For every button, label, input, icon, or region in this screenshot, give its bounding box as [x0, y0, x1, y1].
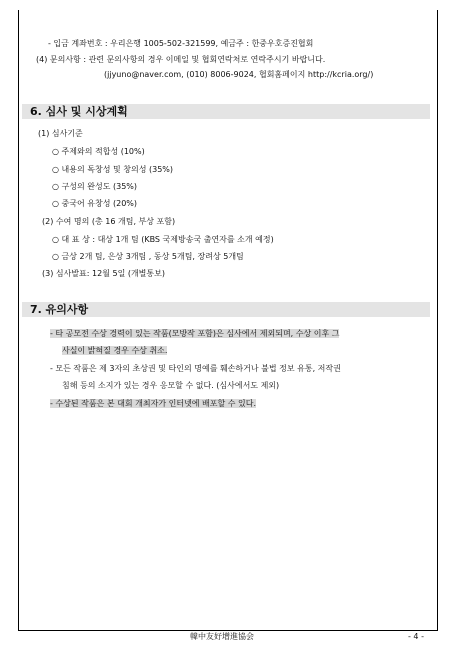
circle-bullet-icon: ○: [52, 182, 59, 191]
circle-bullet-icon: ○: [52, 147, 59, 156]
award-grand: ○ 대 표 상 : 대상 1개 팀 (KBS 국제방송국 출연자를 소개 예정): [52, 235, 274, 244]
circle-bullet-icon: ○: [52, 165, 59, 174]
criteria-label: (1) 심사기준: [38, 129, 83, 138]
circle-bullet-icon: ○: [52, 235, 59, 244]
contact-line: (4) 문의사항 : 관련 문의사항의 경우 이메일 및 협회연락처로 연락주시기 바랍니다.: [36, 55, 326, 64]
page-number: - 4 -: [408, 632, 424, 641]
note-item: - 모든 작품은 제 3자의 초상권 및 타인의 명예를 훼손하거나 불법 정보 유통, 저작권: [50, 364, 341, 373]
award-others: ○ 금상 2개 팀, 은상 3개팀 , 동상 5개팀, 장려상 5개팀: [52, 252, 244, 261]
section-6-heading: 6. 심사 및 시상계획: [22, 104, 430, 119]
criteria-item: ○ 내용의 독창성 및 창의성 (35%): [52, 165, 174, 174]
note-item-continued: 침해 등의 소지가 있는 경우 응모할 수 없다. (심사에서도 제외): [62, 381, 280, 390]
circle-bullet-icon: ○: [52, 199, 59, 208]
bank-account-line: - 입금 계좌번호 : 우리은행 1005-502-321599, 예금주 : 한중우호증진협회: [48, 39, 314, 48]
criteria-item: ○ 구성의 완성도 (35%): [52, 182, 138, 191]
note-item: - 타 공모전 수상 경력이 있는 작품(모방작 포함)은 심사에서 제외되며, 수상 이후 그: [50, 329, 340, 338]
footer-organization: 韓中友好增進協会: [190, 632, 254, 641]
section-7-heading: 7. 유의사항: [22, 302, 430, 317]
note-item: - 수상된 작품은 본 대회 개최자가 인터넷에 배포할 수 있다.: [50, 399, 257, 408]
announcement: (3) 심사발표: 12월 5일 (개별통보): [42, 269, 165, 278]
awards-label: (2) 수여 명의 (총 16 개팀, 부상 포함): [42, 217, 176, 226]
contact-details: (jjyuno@naver.com, (010) 8006-9024, 협회홈페이지 http://kcria.org/): [104, 70, 374, 79]
criteria-item: ○ 주제와의 적합성 (10%): [52, 147, 145, 156]
note-item-continued: 사실이 밝혀질 경우 수상 취소.: [62, 346, 168, 355]
criteria-item: ○ 중국어 유창성 (20%): [52, 199, 138, 208]
circle-bullet-icon: ○: [52, 252, 59, 261]
